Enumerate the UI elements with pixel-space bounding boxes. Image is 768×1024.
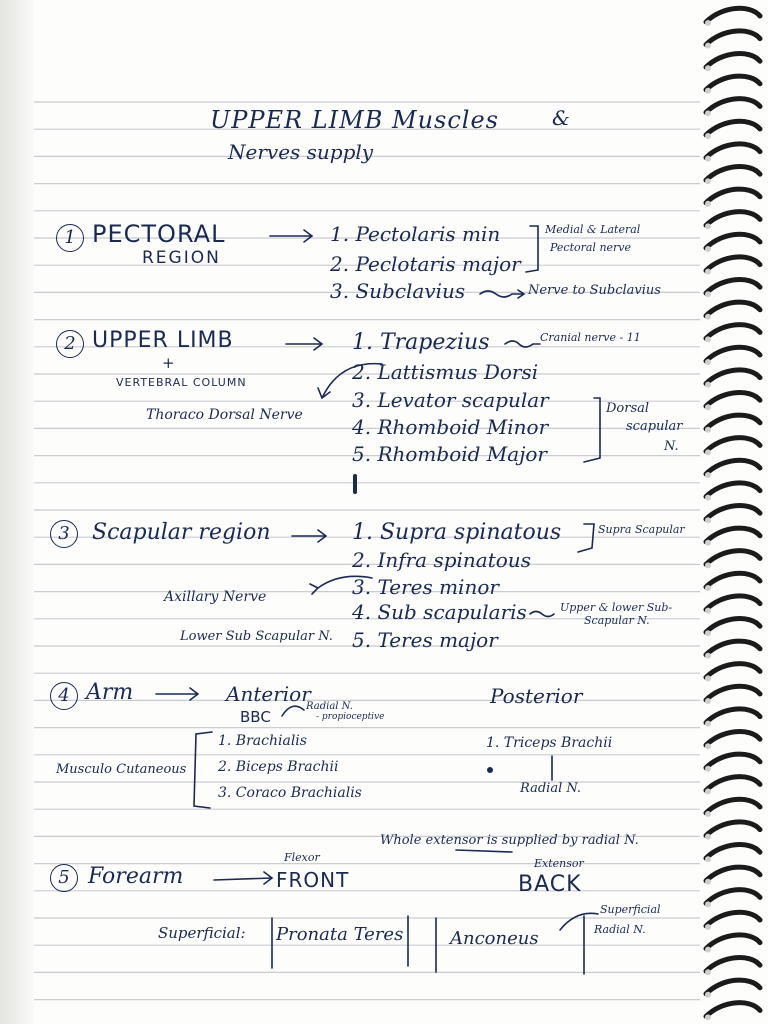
spiral-coil: [706, 438, 760, 452]
binding-hole: [705, 675, 711, 681]
section2-item-3: 3. Levator scapular: [352, 388, 549, 412]
section1-nerve-subclavius: Nerve to Subclavius: [528, 283, 661, 298]
binding-hole: [705, 969, 711, 975]
section3-item-4: 4. Sub scapularis: [352, 600, 527, 624]
section2-nerve-cranial: Cranial nerve - 11: [540, 331, 641, 344]
binding-hole: [705, 223, 711, 229]
section5-note: Whole extensor is supplied by radial N.: [380, 833, 639, 848]
section1-number: 1: [56, 224, 84, 252]
section2-region-line2: VERTEBRAL COLUMN: [116, 376, 247, 389]
spiral-coil: [706, 709, 760, 723]
binding-hole: [705, 811, 711, 817]
spiral-coil: [706, 980, 760, 994]
section1-region: PECTORAL: [92, 220, 226, 248]
section5-flexor: Flexor: [284, 851, 320, 864]
section2-item-2: 2. Lattismus Dorsi: [352, 360, 539, 384]
section5-radial-note: Radial N.: [594, 923, 646, 936]
spiral-coil: [706, 957, 760, 971]
spiral-coil: [706, 234, 760, 248]
binding-hole: [705, 766, 711, 772]
spiral-coil: [706, 890, 760, 904]
binding-hole: [705, 788, 711, 794]
spiral-coil: [706, 8, 760, 22]
section3-item-1: 1. Supra spinatous: [352, 520, 562, 545]
spiral-coil: [706, 935, 760, 949]
binding-hole: [705, 517, 711, 523]
section1-item-1: 1. Pectolaris min: [330, 222, 501, 246]
binding-hole: [705, 246, 711, 252]
spiral-coil: [706, 618, 760, 632]
spiral-coil: [706, 822, 760, 836]
binding-hole: [705, 947, 711, 953]
section1-item-2: 2. Peclotaris major: [330, 252, 521, 276]
binding-hole: [705, 133, 711, 139]
spiral-coil: [706, 641, 760, 655]
title-line1: UPPER LIMB Muscles: [210, 106, 499, 134]
spiral-coil: [706, 551, 760, 565]
section3-nerve-upper-lower: Upper & lower Sub-: [560, 601, 673, 614]
spiral-coil: [706, 573, 760, 587]
binding-hole: [705, 20, 711, 26]
section3-number: 3: [50, 520, 78, 548]
spiral-coil: [706, 415, 760, 429]
section4-nerve-musculocutaneous: Musculo Cutaneous: [56, 762, 187, 777]
binding-hole: [705, 110, 711, 116]
section5-box-pronator: Pronata Teres: [276, 924, 404, 945]
section2-item-5: 5. Rhomboid Major: [352, 442, 547, 466]
section2-nerve-scapular: scapular: [626, 419, 683, 434]
section5-superficial-label: Superficial:: [158, 924, 246, 942]
binding-hole: [705, 698, 711, 704]
section4-ant-item-3: 3. Coraco Brachialis: [218, 785, 362, 801]
binding-hole: [705, 269, 711, 275]
section1-nerve-pectoral: Pectoral nerve: [550, 241, 632, 254]
section3-item-5: 5. Teres major: [352, 628, 498, 652]
section2-number: 2: [56, 330, 84, 358]
binding-hole: [705, 585, 711, 591]
spiral-binding: [698, 0, 768, 1024]
section4-nerve-radial: Radial N.: [520, 781, 582, 796]
section4-ant-item-2: 2. Biceps Brachii: [218, 759, 339, 775]
binding-hole: [705, 472, 711, 478]
spiral-coil: [706, 799, 760, 813]
binding-hole: [705, 449, 711, 455]
binding-hole: [705, 156, 711, 162]
section4-number: 4: [50, 682, 78, 710]
binding-hole: [705, 834, 711, 840]
spiral-coil: [706, 189, 760, 203]
binding-hole: [705, 992, 711, 998]
binding-hole: [705, 653, 711, 659]
binding-hole: [705, 88, 711, 94]
section1-item-3: 3. Subclavius: [330, 279, 466, 303]
section5-back: BACK: [518, 872, 582, 897]
title-ampersand: &: [552, 106, 570, 130]
spiral-coil: [706, 99, 760, 113]
section2-item-4: 4. Rhomboid Minor: [352, 415, 549, 439]
spiral-coil: [706, 279, 760, 293]
binding-hole: [705, 427, 711, 433]
section3-nerve-axillary: Axillary Nerve: [164, 589, 267, 605]
section4-bbc-proprioceptive: - propioceptive: [316, 712, 385, 722]
section4-bbc: BBC: [240, 708, 271, 726]
spiral-coil: [706, 505, 760, 519]
spiral-coil: [706, 31, 760, 45]
spiral-coil: [706, 53, 760, 67]
spiral-coil: [706, 844, 760, 858]
spiral-coil: [706, 528, 760, 542]
spiral-coil: [706, 596, 760, 610]
binding-hole: [705, 404, 711, 410]
title-line2: Nerves supply: [228, 140, 374, 164]
binding-hole: [705, 743, 711, 749]
spiral-coil: [706, 460, 760, 474]
section3-nerve-suprascapular: Supra Scapular: [598, 523, 685, 536]
binding-hole: [705, 178, 711, 184]
section3-nerve-lower-subscapular: Lower Sub Scapular N.: [180, 629, 333, 644]
spiral-coil: [706, 76, 760, 90]
spiral-coil: [706, 302, 760, 316]
section3-nerve-subscapular: Scapular N.: [584, 614, 650, 627]
spiral-coil: [706, 121, 760, 135]
spiral-coil: [706, 347, 760, 361]
section2-nerve-dorsal: Dorsal: [606, 401, 650, 416]
section2-plus: +: [162, 354, 175, 372]
section3-region: Scapular region: [92, 520, 271, 545]
binding-hole: [705, 901, 711, 907]
section3-item-3: 3. Teres minor: [352, 575, 499, 599]
spiral-coil: [706, 257, 760, 271]
section1-region-line2: REGION: [142, 248, 221, 268]
spiral-coil: [706, 212, 760, 226]
binding-hole: [705, 562, 711, 568]
binding-hole: [705, 382, 711, 388]
binding-hole: [705, 65, 711, 71]
section1-nerve-medial-lateral: Medial & Lateral: [545, 223, 641, 236]
binding-hole: [705, 924, 711, 930]
binding-hole: [705, 1014, 711, 1020]
section4-bbc-radial: Radial N.: [306, 701, 353, 712]
section3-item-2: 2. Infra spinatous: [352, 548, 531, 572]
spiral-coil: [706, 867, 760, 881]
section4-anterior: Anterior: [226, 682, 311, 706]
section5-box-anconeus: Anconeus: [450, 928, 539, 949]
spiral-coil: [706, 754, 760, 768]
spiral-coil: [706, 912, 760, 926]
binding-hole: [705, 336, 711, 342]
section4-ant-item-1: 1. Brachialis: [218, 733, 307, 749]
section4-posterior: Posterior: [490, 684, 583, 708]
section2-region: UPPER LIMB: [92, 328, 234, 353]
section5-region: Forearm: [88, 864, 184, 889]
section5-superficial-note: Superficial: [600, 903, 661, 916]
binding-hole: [705, 879, 711, 885]
spiral-coil: [706, 664, 760, 678]
binding-hole: [705, 359, 711, 365]
section2-item-1: 1. Trapezius: [352, 330, 490, 355]
binding-hole: [705, 291, 711, 297]
spiral-coil: [706, 483, 760, 497]
spiral-coil: [706, 777, 760, 791]
section4-post-item-1: 1. Triceps Brachii: [486, 735, 613, 751]
binding-hole: [705, 495, 711, 501]
binding-hole: [705, 201, 711, 207]
binding-hole: [705, 608, 711, 614]
section5-extensor: Extensor: [534, 857, 584, 870]
section5-front: FRONT: [276, 868, 350, 892]
section4-region: Arm: [86, 680, 134, 705]
section2-nerve-thoracodorsal: Thoraco Dorsal Nerve: [146, 407, 303, 423]
binding-hole: [705, 540, 711, 546]
binding-hole: [705, 43, 711, 49]
spiral-coil: [706, 1003, 760, 1017]
section5-number: 5: [50, 864, 78, 892]
binding-hole: [705, 314, 711, 320]
spiral-coil: [706, 731, 760, 745]
section2-nerve-n: N.: [664, 439, 679, 454]
binding-hole: [705, 630, 711, 636]
spiral-coil: [706, 166, 760, 180]
binding-hole: [705, 856, 711, 862]
spiral-coil: [706, 144, 760, 158]
spiral-coil: [706, 370, 760, 384]
spiral-coil: [706, 686, 760, 700]
binding-hole: [705, 721, 711, 727]
spiral-coil: [706, 325, 760, 339]
spiral-coil: [706, 392, 760, 406]
